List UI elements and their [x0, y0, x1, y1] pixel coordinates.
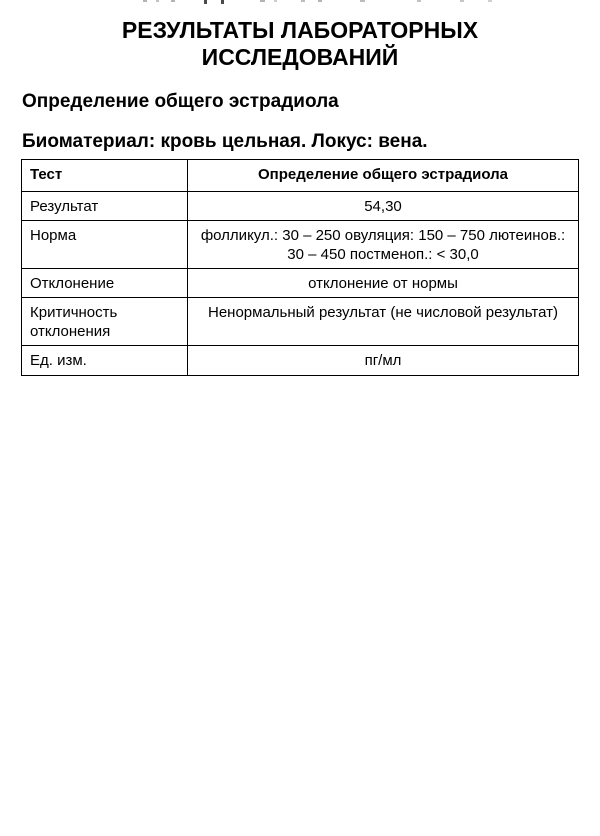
text-fragment-mark [417, 0, 421, 2]
header-test-value: Определение общего эстрадиола [188, 160, 579, 192]
text-fragment-mark [221, 0, 224, 4]
page-title-line2: ИССЛЕДОВАНИЙ [201, 44, 399, 70]
row-label: Ед. изм. [22, 346, 188, 376]
text-fragment-mark [360, 0, 365, 2]
row-label: Отклонение [22, 269, 188, 298]
row-value: отклонение от нормы [188, 269, 579, 298]
text-fragment-mark [301, 0, 305, 2]
text-fragment-mark [171, 0, 175, 2]
row-label: Критичность отклонения [22, 298, 188, 346]
table-row-units [22, 346, 579, 376]
table-row-deviation [22, 269, 579, 298]
row-label: Результат [22, 192, 188, 221]
text-fragment-mark [143, 0, 147, 2]
results-table [21, 159, 579, 376]
page-title [20, 17, 580, 71]
row-value: пг/мл [188, 346, 579, 376]
text-fragment-mark [274, 0, 277, 2]
row-value: 54,30 [188, 192, 579, 221]
text-fragment-mark [260, 0, 265, 2]
text-fragment-mark [488, 0, 492, 2]
row-label: Норма [22, 221, 188, 269]
text-fragment-mark [204, 0, 207, 4]
table-row-criticality [22, 298, 579, 346]
clipped-header-text-remnant [0, 0, 600, 5]
row-value: фолликул.: 30 – 250 овуляция: 150 – 750 лютеинов.: 30 – 450 постменоп.: < 30,0 [188, 221, 579, 269]
header-test-label: Тест [22, 160, 188, 192]
biomaterial-line: Биоматериал: кровь цельная. Локус: вена. [22, 131, 428, 152]
page-title-line1: РЕЗУЛЬТАТЫ ЛАБОРАТОРНЫХ [121, 17, 479, 43]
table-row-result [22, 192, 579, 221]
text-fragment-mark [318, 0, 322, 2]
text-fragment-mark [156, 0, 159, 2]
row-value: Ненормальный результат (не числовой результат) [188, 298, 579, 346]
section-title: Определение общего эстрадиола [22, 91, 339, 112]
table-header-row [22, 160, 579, 192]
text-fragment-mark [460, 0, 464, 2]
table-row-norm [22, 221, 579, 269]
